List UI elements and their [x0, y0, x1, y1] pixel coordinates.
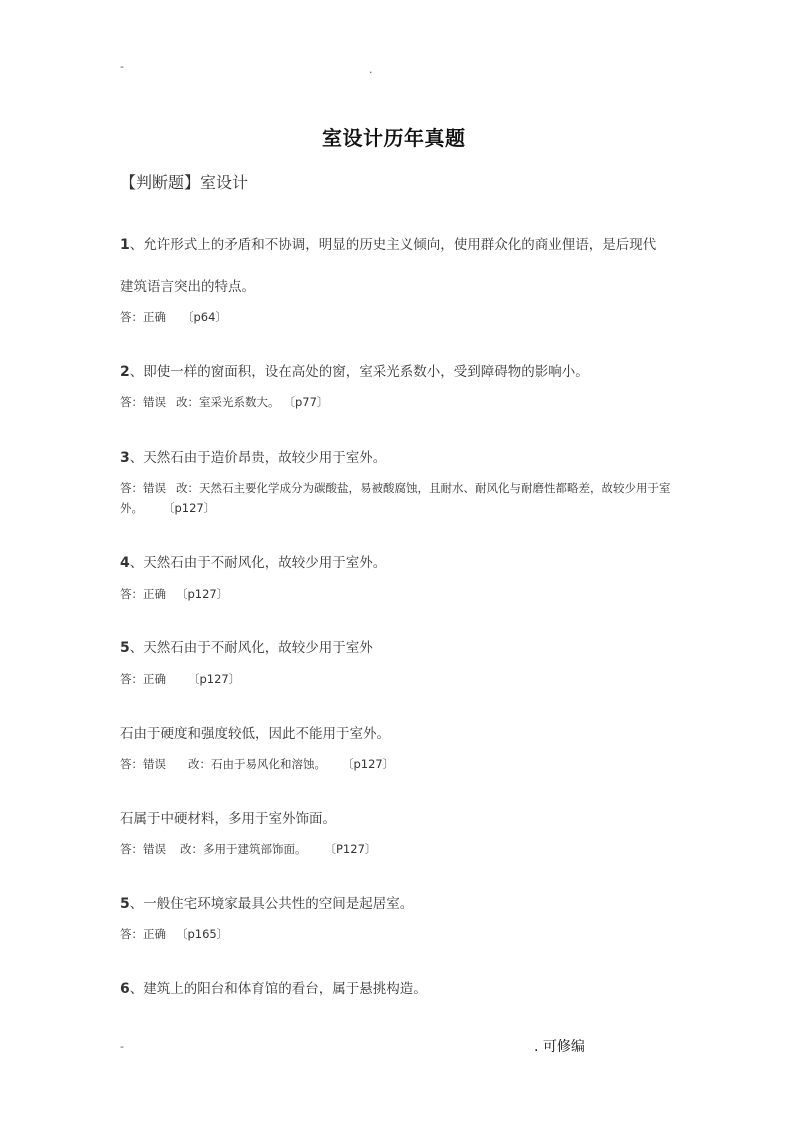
answer-5: [120, 671, 240, 687]
question-number: 5: [120, 896, 130, 912]
question-4: [120, 551, 386, 571]
question-2: [120, 360, 589, 380]
question-text: 、一般住宅环境家最具公共性的空间是起居室。: [129, 896, 414, 912]
answer-verdict: 答：错误: [120, 481, 166, 495]
answer-4: [120, 586, 228, 602]
answer-page: 〔P127〕: [324, 842, 377, 856]
answer-2: [120, 394, 328, 410]
question-1-line2: 建筑语言突出的特点。: [120, 279, 255, 295]
question-text: 、即使一样的窗面积，设在高处的窗，室采光系数小，受到障碍物的影响小。: [129, 364, 589, 380]
question-text: 、允许形式上的矛盾和不协调，明显的历史主义倾向，使用群众化的商业俚语，是后现代: [129, 237, 657, 253]
answer-verdict: 答：正确: [120, 310, 166, 324]
header-left-mark: -: [120, 60, 124, 73]
answer-page: 〔p127〕: [163, 501, 216, 515]
answer-page: 〔p127〕: [176, 587, 229, 601]
question-6: [120, 977, 427, 997]
answer-5b: [120, 926, 228, 942]
question-number: 6: [120, 981, 130, 997]
answer-page: 〔p127〕: [342, 757, 395, 771]
question-5b: [120, 892, 413, 912]
question-text: 、天然石由于不耐风化，故较少用于室外。: [129, 555, 387, 571]
question-number: 2: [120, 364, 130, 380]
answer-page: 〔p64〕: [182, 310, 227, 324]
answer-page: 〔p127〕: [188, 672, 241, 686]
question-stone-medium-hard: 石属于中硬材料，多用于室外饰面。: [120, 811, 336, 827]
answer-verdict: 答：错误: [120, 842, 166, 856]
answer-stone-hardness: [120, 756, 394, 772]
question-3: [120, 446, 386, 466]
section-heading: 【判断题】室设计: [120, 173, 249, 192]
footer-editable-note: . 可修编: [534, 1039, 585, 1055]
question-text: 、天然石由于造价昂贵，故较少用于室外。: [129, 450, 387, 466]
answer-verdict: 答：错误: [120, 757, 166, 771]
answer-page: 〔p165〕: [176, 927, 229, 941]
footer-left-mark: -: [120, 1040, 124, 1053]
answer-stone-medium-hard: [120, 841, 376, 857]
header-right-mark: .: [369, 63, 373, 76]
question-5: [120, 636, 373, 656]
answer-correction: 改：多用于建筑部饰面。: [180, 842, 307, 856]
answer-3: [120, 478, 680, 518]
answer-correction: 改：石由于易风化和溶蚀。: [188, 757, 326, 771]
question-text: 、建筑上的阳台和体育馆的看台，属于悬挑构造。: [129, 981, 427, 997]
page-title: 室设计历年真题: [322, 126, 466, 150]
answer-correction: 改：室采光系数大。: [176, 395, 280, 409]
answer-verdict: 答：正确: [120, 587, 166, 601]
answer-correction: 改：天然石主要化学成分为碳酸盐，易被酸腐蚀，且耐水、耐风化与耐磨性都略差，故较少用于室外。: [120, 481, 671, 515]
answer-page: 〔p77〕: [283, 395, 329, 409]
question-number: 3: [120, 450, 130, 466]
answer-verdict: 答：正确: [120, 672, 166, 686]
question-text: 、天然石由于不耐风化，故较少用于室外: [129, 640, 373, 656]
question-number: 5: [120, 640, 130, 656]
question-number: 1: [120, 237, 130, 253]
question-number: 4: [120, 555, 130, 571]
question-stone-hardness: 石由于硬度和强度较低，因此不能用于室外。: [120, 726, 390, 742]
answer-1: [120, 309, 227, 325]
question-1: [120, 233, 656, 253]
answer-verdict: 答：正确: [120, 927, 166, 941]
answer-verdict: 答：错误: [120, 395, 166, 409]
